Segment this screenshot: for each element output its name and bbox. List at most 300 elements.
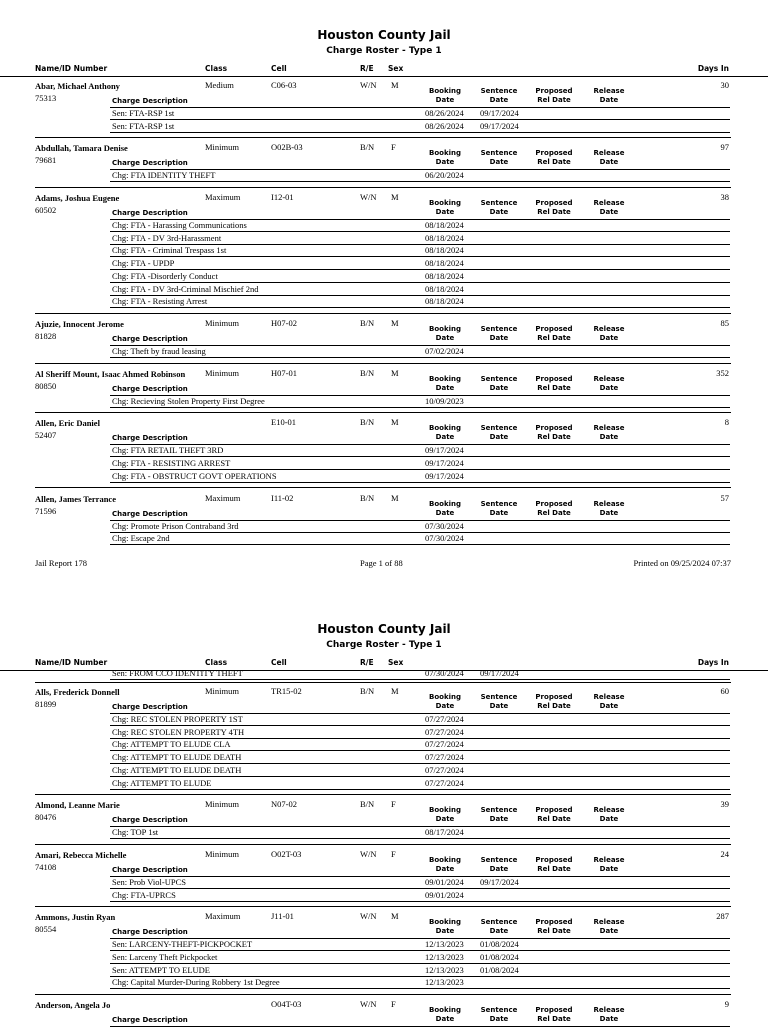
inmate-class: Maximum bbox=[205, 492, 241, 503]
inmate-name: Amari, Rebecca Michelle bbox=[35, 849, 127, 860]
booking-date: 08/18/2024 bbox=[425, 270, 464, 281]
inmate-sex: M bbox=[391, 686, 399, 696]
release-date-header-line1: Release bbox=[593, 855, 625, 864]
charge-header-line bbox=[110, 107, 730, 108]
booking-date: 07/30/2024 bbox=[425, 668, 464, 678]
booking-date-header-line2: Date bbox=[435, 433, 455, 442]
charge-row-line bbox=[110, 532, 730, 533]
inmate-sex: F bbox=[391, 999, 396, 1010]
release-date-header-line2: Date bbox=[599, 383, 619, 392]
inmate-cell: I11-02 bbox=[271, 492, 294, 503]
inmate-name: Almond, Leanne Marie bbox=[35, 800, 120, 811]
col-sex-header: Sex bbox=[388, 64, 404, 73]
release-date-header-line2: Date bbox=[599, 702, 619, 710]
inmate-cell: E10-01 bbox=[271, 417, 297, 428]
proposed-rel-date-header-line1: Proposed bbox=[535, 374, 573, 383]
footer-report-name: Jail Report 178 bbox=[35, 558, 87, 568]
charge-description: Chg: FTA - OBSTRUCT GOVT OPERATIONS bbox=[112, 470, 277, 481]
inmate-sex: F bbox=[391, 848, 396, 859]
release-date-header-line2: Date bbox=[599, 96, 619, 104]
charge-description-header: Charge Description bbox=[112, 209, 188, 218]
charge-description: Chg: FTA - Resisting Arrest bbox=[112, 296, 208, 307]
col-days-header: Days In bbox=[697, 658, 729, 667]
booking-date: 08/18/2024 bbox=[425, 220, 464, 231]
proposed-rel-date-header-line1: Proposed bbox=[535, 149, 573, 158]
sentence-date-header-line2: Date bbox=[489, 1015, 509, 1024]
proposed-rel-date-header bbox=[533, 375, 575, 393]
col-class-header: Class bbox=[205, 64, 228, 73]
inmate-name: Ajuzie, Innocent Jerome bbox=[35, 319, 124, 329]
inmate-class: Minimum bbox=[205, 799, 240, 810]
record-separator bbox=[35, 794, 731, 795]
charge-description: Chg: FTA-UPRCS bbox=[112, 889, 176, 900]
proposed-rel-date-header bbox=[533, 87, 575, 105]
booking-date: 12/13/2023 bbox=[425, 951, 464, 962]
booking-date-header bbox=[424, 500, 466, 518]
charge-row-line bbox=[110, 544, 730, 545]
charge-row-line bbox=[110, 679, 730, 680]
proposed-rel-date-header bbox=[533, 806, 575, 824]
booking-date-header-line1: Booking bbox=[428, 199, 461, 208]
sentence-date-header bbox=[478, 375, 520, 393]
inmate-id: 74108 bbox=[35, 861, 57, 872]
booking-date-header-line2: Date bbox=[435, 864, 455, 873]
record-separator bbox=[35, 906, 731, 907]
booking-date-header bbox=[424, 424, 466, 442]
booking-date: 07/27/2024 bbox=[425, 752, 464, 763]
proposed-rel-date-header-line1: Proposed bbox=[535, 918, 573, 927]
sentence-date-header bbox=[478, 149, 520, 167]
days-in: 9 bbox=[724, 999, 729, 1010]
proposed-rel-date-header-line2: Rel Date bbox=[537, 815, 571, 824]
col-name-header: Name/ID Number bbox=[35, 658, 108, 667]
inmate-class: Minimum bbox=[205, 848, 240, 859]
proposed-rel-date-header bbox=[533, 325, 575, 343]
charge-description-header: Charge Description bbox=[112, 159, 188, 168]
sentence-date-header-line2: Date bbox=[489, 508, 509, 517]
charge-description-header: Charge Description bbox=[112, 384, 188, 393]
sentence-date-header-line1: Sentence bbox=[480, 424, 518, 433]
charge-description: Chg: FTA - Criminal Trespass 1st bbox=[112, 245, 227, 256]
booking-date-header-line2: Date bbox=[435, 334, 455, 342]
release-date-header bbox=[588, 325, 630, 343]
inmate-id: 71596 bbox=[35, 505, 57, 516]
sentence-date-header-line1: Sentence bbox=[480, 87, 518, 95]
report-subtitle: Charge Roster - Type 1 bbox=[326, 46, 442, 56]
charge-description: Chg: FTA - RESISTING ARREST bbox=[112, 458, 231, 469]
charge-description: Chg: FTA -Disorderly Conduct bbox=[112, 270, 218, 281]
booking-date-header-line1: Booking bbox=[428, 693, 461, 701]
inmate-sex: M bbox=[391, 80, 399, 90]
booking-date-header bbox=[424, 199, 466, 217]
booking-date: 09/17/2024 bbox=[425, 470, 464, 481]
proposed-rel-date-header-line2: Rel Date bbox=[537, 508, 571, 517]
booking-date-header-line2: Date bbox=[435, 702, 455, 710]
record-separator bbox=[35, 844, 731, 845]
charge-description: Chg: Escape 2nd bbox=[112, 533, 170, 544]
inmate-id: 60502 bbox=[35, 205, 57, 216]
proposed-rel-date-header bbox=[533, 199, 575, 217]
col-cell-header: Cell bbox=[271, 64, 287, 73]
inmate-id: 80554 bbox=[35, 924, 57, 935]
inmate-class: Minimum bbox=[205, 367, 240, 378]
sentence-date-header-line1: Sentence bbox=[480, 1006, 518, 1015]
charge-header-line bbox=[110, 876, 730, 877]
sentence-date-header bbox=[478, 199, 520, 217]
charge-row-line bbox=[110, 119, 730, 120]
charge-row-line bbox=[110, 888, 730, 889]
charge-description: Sen: Larceny Theft Pickpocket bbox=[112, 951, 218, 962]
booking-date-header bbox=[424, 325, 466, 343]
sentence-date-header-line2: Date bbox=[489, 815, 509, 824]
proposed-rel-date-header-line2: Rel Date bbox=[537, 96, 571, 104]
booking-date-header-line2: Date bbox=[435, 508, 455, 517]
inmate-sex: M bbox=[391, 492, 399, 503]
inmate-race-ethnicity: W/N bbox=[360, 192, 377, 203]
release-date-header-line1: Release bbox=[593, 693, 625, 701]
charge-description: Chg: FTA RETAIL THEFT 3RD bbox=[112, 445, 224, 456]
inmate-class: Medium bbox=[205, 80, 234, 90]
charge-description-header: Charge Description bbox=[112, 1016, 188, 1025]
sentence-date-header bbox=[478, 693, 520, 711]
booking-date-header bbox=[424, 918, 466, 936]
charge-description: Chg: FTA - DV 3rd-Harassment bbox=[112, 232, 222, 243]
booking-date: 08/18/2024 bbox=[425, 258, 464, 269]
inmate-cell: H07-01 bbox=[271, 367, 297, 378]
inmate-cell: I12-01 bbox=[271, 192, 294, 203]
charge-description: Sen: LARCENY-THEFT-PICKPOCKET bbox=[112, 939, 253, 950]
charge-row-line bbox=[110, 256, 730, 257]
proposed-rel-date-header-line1: Proposed bbox=[535, 499, 573, 508]
record-separator bbox=[35, 412, 731, 413]
inmate-name: Allen, Eric Daniel bbox=[35, 418, 100, 429]
charge-description: Chg: REC STOLEN PROPERTY 1ST bbox=[112, 714, 243, 724]
charge-description: Sen: Prob Viol-UPCS bbox=[112, 876, 186, 887]
report-title: Houston County Jail bbox=[317, 622, 451, 636]
release-date-header bbox=[588, 918, 630, 936]
proposed-rel-date-header-line1: Proposed bbox=[535, 424, 573, 433]
days-in: 287 bbox=[716, 911, 729, 922]
charge-description-header: Charge Description bbox=[112, 509, 188, 518]
booking-date: 12/13/2023 bbox=[425, 964, 464, 975]
proposed-rel-date-header-line1: Proposed bbox=[535, 693, 573, 701]
release-date-header bbox=[588, 693, 630, 711]
sentence-date-header-line1: Sentence bbox=[480, 149, 518, 158]
inmate-id: 52407 bbox=[35, 430, 57, 441]
charge-row-line bbox=[110, 988, 730, 989]
booking-date: 06/20/2024 bbox=[425, 170, 464, 181]
record-separator bbox=[35, 363, 731, 364]
inmate-cell: TR15-02 bbox=[271, 686, 302, 696]
sentence-date: 09/17/2024 bbox=[480, 108, 519, 118]
proposed-rel-date-header-line2: Rel Date bbox=[537, 383, 571, 392]
sentence-date-header-line1: Sentence bbox=[480, 806, 518, 815]
inmate-id: 80476 bbox=[35, 812, 57, 823]
days-in: 352 bbox=[716, 367, 729, 378]
record-separator bbox=[35, 994, 731, 995]
booking-date-header-line1: Booking bbox=[428, 499, 461, 508]
release-date-header-line1: Release bbox=[593, 149, 625, 158]
proposed-rel-date-header-line1: Proposed bbox=[535, 325, 573, 333]
sentence-date-header-line1: Sentence bbox=[480, 918, 518, 927]
booking-date-header-line2: Date bbox=[435, 927, 455, 936]
proposed-rel-date-header-line2: Rel Date bbox=[537, 927, 571, 936]
record-separator bbox=[35, 137, 731, 138]
inmate-sex: M bbox=[391, 192, 399, 203]
booking-date-header bbox=[424, 693, 466, 711]
booking-date: 08/18/2024 bbox=[425, 245, 464, 256]
proposed-rel-date-header bbox=[533, 424, 575, 442]
booking-date: 07/27/2024 bbox=[425, 739, 464, 750]
booking-date: 08/26/2024 bbox=[425, 108, 464, 118]
charge-row-line bbox=[110, 407, 730, 408]
sentence-date-header bbox=[478, 918, 520, 936]
booking-date: 09/17/2024 bbox=[425, 445, 464, 456]
proposed-rel-date-header-line2: Rel Date bbox=[537, 158, 571, 167]
release-date-header bbox=[588, 500, 630, 518]
inmate-race-ethnicity: B/N bbox=[360, 417, 375, 428]
sentence-date-header bbox=[478, 424, 520, 442]
booking-date: 08/18/2024 bbox=[425, 283, 464, 294]
charge-row-line bbox=[110, 132, 730, 133]
inmate-id: 81828 bbox=[35, 331, 57, 341]
inmate-race-ethnicity: B/N bbox=[360, 686, 375, 696]
release-date-header bbox=[588, 1006, 630, 1024]
booking-date-header-line1: Booking bbox=[428, 325, 461, 333]
release-date-header-line2: Date bbox=[599, 208, 619, 217]
charge-description: Chg: Recieving Stolen Property First Degree bbox=[112, 395, 265, 406]
proposed-rel-date-header-line1: Proposed bbox=[535, 87, 573, 95]
inmate-sex: F bbox=[391, 142, 396, 153]
inmate-race-ethnicity: W/N bbox=[360, 911, 377, 922]
release-date-header bbox=[588, 149, 630, 167]
proposed-rel-date-header-line2: Rel Date bbox=[537, 864, 571, 873]
sentence-date: 09/17/2024 bbox=[480, 668, 519, 678]
sentence-date-header-line2: Date bbox=[489, 433, 509, 442]
booking-date-header-line1: Booking bbox=[428, 424, 461, 433]
charge-description: Chg: ATTEMPT TO ELUDE DEATH bbox=[112, 752, 242, 763]
booking-date: 08/17/2024 bbox=[425, 827, 464, 838]
inmate-name: Alls, Frederick Donnell bbox=[35, 687, 120, 697]
sentence-date-header bbox=[478, 806, 520, 824]
report-title: Houston County Jail bbox=[317, 28, 451, 42]
release-date-header-line2: Date bbox=[599, 508, 619, 517]
days-in: 60 bbox=[720, 686, 729, 696]
proposed-rel-date-header-line2: Rel Date bbox=[537, 1015, 571, 1024]
inmate-race-ethnicity: B/N bbox=[360, 492, 375, 503]
inmate-race-ethnicity: W/N bbox=[360, 80, 377, 90]
booking-date-header-line1: Booking bbox=[428, 1006, 461, 1015]
sentence-date-header-line2: Date bbox=[489, 208, 509, 217]
sentence-date-header bbox=[478, 856, 520, 874]
release-date-header bbox=[588, 856, 630, 874]
booking-date-header-line1: Booking bbox=[428, 806, 461, 815]
charge-description: Chg: Theft by fraud leasing bbox=[112, 346, 206, 356]
charge-row-line bbox=[110, 357, 730, 358]
booking-date-header bbox=[424, 856, 466, 874]
inmate-class: Minimum bbox=[205, 318, 240, 328]
record-separator bbox=[35, 487, 731, 488]
charge-description: Chg: Promote Prison Contraband 3rd bbox=[112, 520, 239, 531]
charge-description-header: Charge Description bbox=[112, 703, 188, 711]
release-date-header-line1: Release bbox=[593, 199, 625, 208]
sentence-date-header-line2: Date bbox=[489, 702, 509, 710]
col-re-header: R/E bbox=[360, 658, 374, 667]
booking-date-header-line2: Date bbox=[435, 815, 455, 824]
charge-description-header: Charge Description bbox=[112, 928, 188, 937]
inmate-class: Minimum bbox=[205, 686, 240, 696]
record-separator bbox=[35, 682, 731, 683]
inmate-cell: N07-02 bbox=[271, 799, 297, 810]
charge-description-header: Charge Description bbox=[112, 816, 188, 825]
booking-date-header bbox=[424, 806, 466, 824]
proposed-rel-date-header-line2: Rel Date bbox=[537, 433, 571, 442]
days-in: 97 bbox=[720, 142, 729, 153]
booking-date-header-line1: Booking bbox=[428, 374, 461, 383]
days-in: 38 bbox=[720, 192, 729, 203]
footer-printed-on: Printed on 09/25/2024 07:37 bbox=[633, 558, 731, 568]
booking-date: 07/30/2024 bbox=[425, 533, 464, 544]
sentence-date-header-line1: Sentence bbox=[480, 499, 518, 508]
proposed-rel-date-header-line1: Proposed bbox=[535, 855, 573, 864]
inmate-sex: M bbox=[391, 417, 399, 428]
booking-date-header bbox=[424, 375, 466, 393]
inmate-name: Allen, James Terrance bbox=[35, 493, 116, 504]
booking-date-header-line2: Date bbox=[435, 208, 455, 217]
booking-date-header bbox=[424, 149, 466, 167]
charge-row-line bbox=[110, 307, 730, 308]
release-date-header-line2: Date bbox=[599, 158, 619, 167]
inmate-race-ethnicity: B/N bbox=[360, 318, 375, 328]
charge-description-header: Charge Description bbox=[112, 434, 188, 443]
charge-row-line bbox=[110, 901, 730, 902]
charge-description: Chg: Capital Murder-During Robbery 1st Degree bbox=[112, 977, 280, 988]
proposed-rel-date-header-line2: Rel Date bbox=[537, 334, 571, 342]
inmate-race-ethnicity: W/N bbox=[360, 848, 377, 859]
sentence-date-header-line2: Date bbox=[489, 96, 509, 104]
sentence-date: 01/08/2024 bbox=[480, 964, 519, 975]
charge-description: Chg: FTA - DV 3rd-Criminal Mischief 2nd bbox=[112, 283, 259, 294]
booking-date: 12/13/2023 bbox=[425, 977, 464, 988]
booking-date-header-line2: Date bbox=[435, 158, 455, 167]
col-sex-header: Sex bbox=[388, 658, 404, 667]
days-in: 85 bbox=[720, 318, 729, 328]
sentence-date-header-line2: Date bbox=[489, 334, 509, 342]
inmate-race-ethnicity: B/N bbox=[360, 799, 375, 810]
release-date-header-line1: Release bbox=[593, 424, 625, 433]
booking-date: 07/30/2024 bbox=[425, 520, 464, 531]
inmate-cell: J11-01 bbox=[271, 911, 294, 922]
inmate-cell: O04T-03 bbox=[271, 999, 302, 1010]
sentence-date-header-line1: Sentence bbox=[480, 325, 518, 333]
sentence-date-header-line1: Sentence bbox=[480, 374, 518, 383]
sentence-date-header-line1: Sentence bbox=[480, 855, 518, 864]
charge-description: Chg: ATTEMPT TO ELUDE CLA bbox=[112, 739, 231, 750]
booking-date-header-line1: Booking bbox=[428, 918, 461, 927]
col-cell-header: Cell bbox=[271, 658, 287, 667]
record-separator bbox=[35, 313, 731, 314]
release-date-header bbox=[588, 199, 630, 217]
charge-description: Sen: ATTEMPT TO ELUDE bbox=[112, 964, 210, 975]
booking-date-header-line1: Booking bbox=[428, 87, 461, 95]
sentence-date-header-line2: Date bbox=[489, 383, 509, 392]
days-in: 57 bbox=[720, 492, 729, 503]
release-date-header-line1: Release bbox=[593, 325, 625, 333]
charge-row-line bbox=[110, 789, 730, 790]
release-date-header-line2: Date bbox=[599, 864, 619, 873]
proposed-rel-date-header-line2: Rel Date bbox=[537, 208, 571, 217]
col-name-header: Name/ID Number bbox=[35, 64, 108, 73]
inmate-cell: C06-03 bbox=[271, 80, 297, 90]
release-date-header-line2: Date bbox=[599, 334, 619, 342]
release-date-header-line1: Release bbox=[593, 374, 625, 383]
sentence-date: 01/08/2024 bbox=[480, 939, 519, 950]
release-date-header bbox=[588, 87, 630, 105]
report-subtitle: Charge Roster - Type 1 bbox=[326, 640, 442, 650]
release-date-header-line2: Date bbox=[599, 1015, 619, 1024]
inmate-sex: M bbox=[391, 318, 399, 328]
booking-date-header-line1: Booking bbox=[428, 149, 461, 158]
charge-row-line bbox=[110, 181, 730, 182]
booking-date-header-line2: Date bbox=[435, 1015, 455, 1024]
release-date-header-line1: Release bbox=[593, 1006, 625, 1015]
release-date-header-line1: Release bbox=[593, 806, 625, 815]
charge-row-line bbox=[110, 482, 730, 483]
col-re-header: R/E bbox=[360, 64, 374, 73]
footer-page-number: Page 1 of 88 bbox=[360, 558, 403, 568]
charge-description-header: Charge Description bbox=[112, 865, 188, 874]
days-in: 24 bbox=[720, 848, 729, 859]
release-date-header-line2: Date bbox=[599, 927, 619, 936]
proposed-rel-date-header bbox=[533, 693, 575, 711]
proposed-rel-date-header-line2: Rel Date bbox=[537, 702, 571, 710]
charge-description: Chg: TOP 1st bbox=[112, 827, 159, 838]
proposed-rel-date-header-line1: Proposed bbox=[535, 199, 573, 208]
proposed-rel-date-header bbox=[533, 856, 575, 874]
col-class-header: Class bbox=[205, 658, 228, 667]
charge-description: Chg: REC STOLEN PROPERTY 4TH bbox=[112, 726, 245, 737]
release-date-header bbox=[588, 375, 630, 393]
inmate-cell: H07-02 bbox=[271, 318, 297, 328]
booking-date: 08/18/2024 bbox=[425, 296, 464, 307]
sentence-date-header-line1: Sentence bbox=[480, 199, 518, 208]
days-in: 8 bbox=[724, 417, 729, 428]
sentence-date: 09/17/2024 bbox=[480, 876, 519, 887]
booking-date-header bbox=[424, 87, 466, 105]
days-in: 39 bbox=[720, 799, 729, 810]
booking-date: 07/27/2024 bbox=[425, 777, 464, 788]
inmate-class: Maximum bbox=[205, 192, 241, 203]
proposed-rel-date-header bbox=[533, 1006, 575, 1024]
inmate-name: Abdullah, Tamara Denise bbox=[35, 143, 128, 154]
inmate-race-ethnicity: B/N bbox=[360, 142, 375, 153]
charge-row-line bbox=[110, 838, 730, 839]
sentence-date-header-line2: Date bbox=[489, 158, 509, 167]
sentence-date-header bbox=[478, 500, 520, 518]
inmate-id: 79681 bbox=[35, 155, 57, 166]
sentence-date-header bbox=[478, 325, 520, 343]
proposed-rel-date-header-line1: Proposed bbox=[535, 806, 573, 815]
record-separator bbox=[35, 187, 731, 188]
booking-date: 12/13/2023 bbox=[425, 939, 464, 950]
booking-date: 07/27/2024 bbox=[425, 726, 464, 737]
inmate-sex: F bbox=[391, 799, 396, 810]
charge-description: Chg: FTA - Harassing Communications bbox=[112, 220, 247, 231]
charge-description: Sen: FROM CCO IDENTITY THEFT bbox=[112, 668, 243, 678]
release-date-header-line1: Release bbox=[593, 918, 625, 927]
inmate-name: Al Sheriff Mount, Isaac Ahmed Robinson bbox=[35, 368, 186, 379]
charge-description-header: Charge Description bbox=[112, 335, 188, 343]
